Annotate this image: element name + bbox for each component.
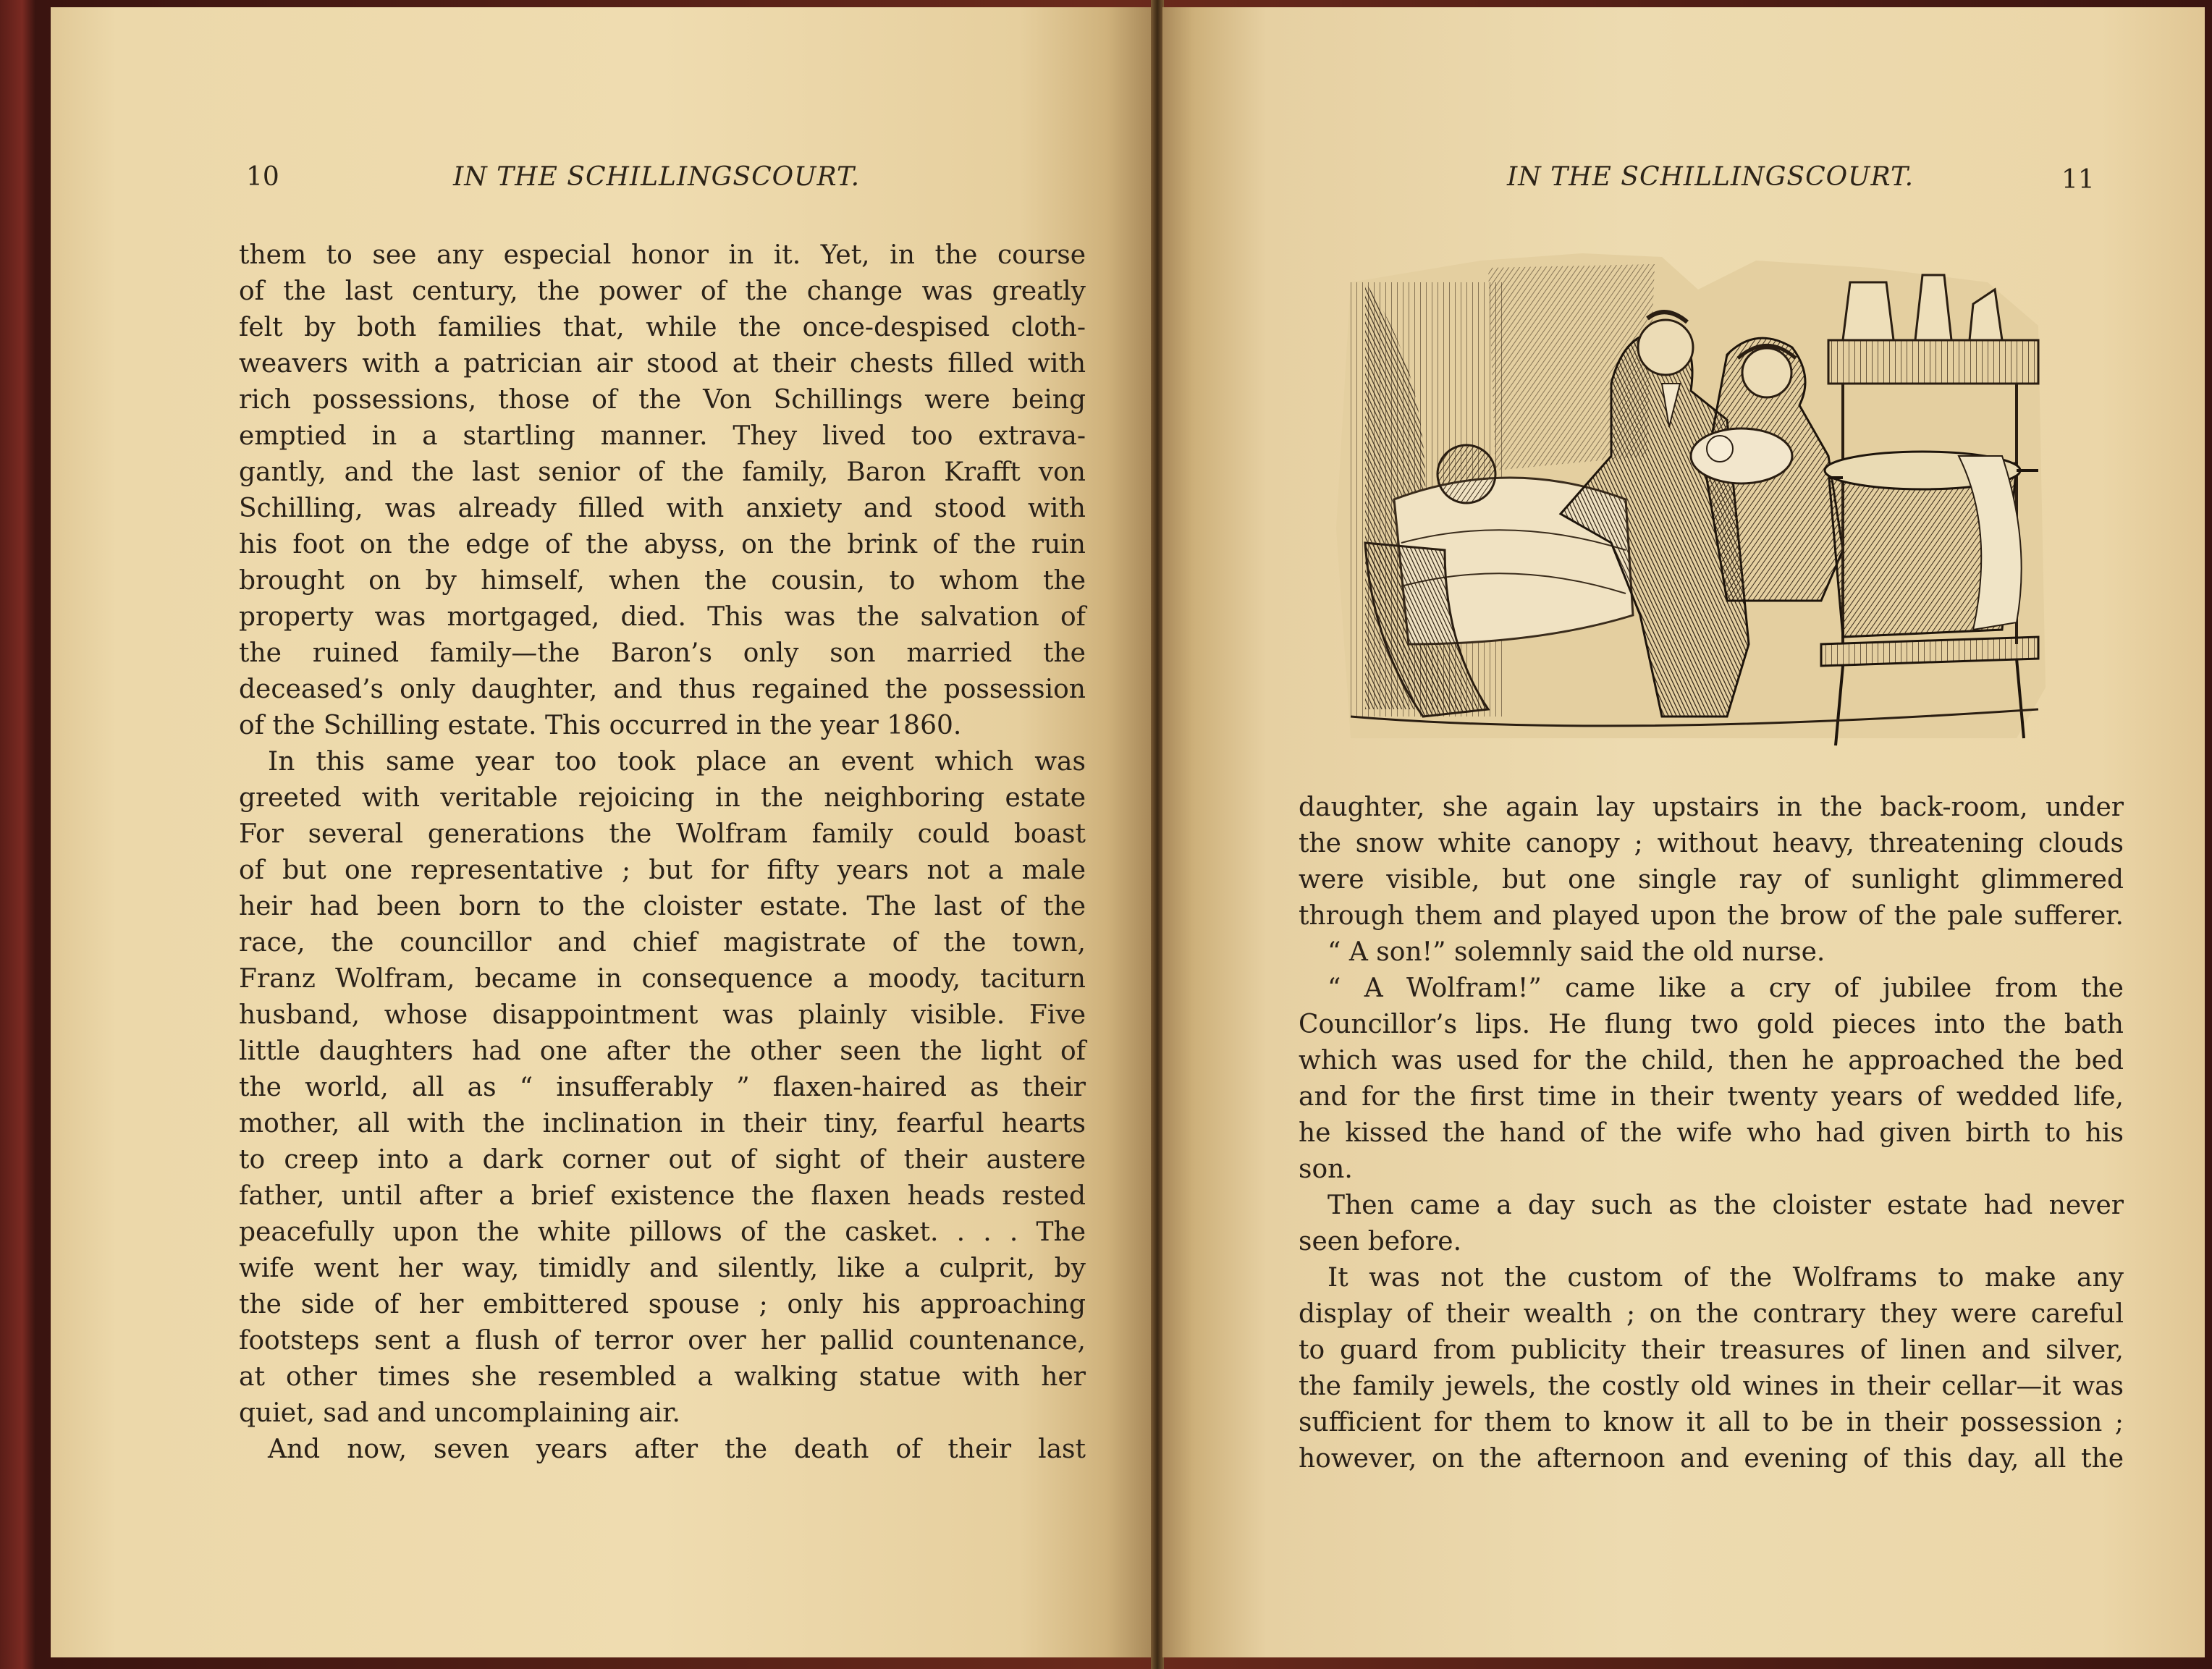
engraving-birth-scene-icon (1322, 239, 2053, 760)
text-line: however, on the afternoon and evening of this day, all the (1299, 1444, 2124, 1474)
text-line: of but one representative ; but for fifty years not a male (239, 855, 1086, 885)
text-line: weavers with a patrician air stood at their chests filled with (239, 349, 1086, 379)
text-line: sufficient for them to know it all to be in their possession ; (1299, 1408, 2124, 1437)
text-line: the snow white canopy ; without heavy, threatening clouds (1299, 829, 2124, 858)
text-line: to guard from publicity their treasures of linen and silver, (1299, 1335, 2124, 1365)
text-line: It was not the custom of the Wolframs to make any (1327, 1263, 2124, 1293)
text-line: the side of her embittered spouse ; only his approaching (239, 1290, 1086, 1319)
text-line: which was used for the child, then he approached the bed (1299, 1046, 2124, 1076)
text-line: Franz Wolfram, became in consequence a moody, taciturn (239, 964, 1086, 994)
text-line: of the Schilling estate. This occurred in the year 1860. (239, 711, 962, 740)
text-line: “ A son!” solemnly said the old nurse. (1327, 937, 1825, 967)
engraving-illustration (1322, 239, 2053, 760)
text-line: Then came a day such as the cloister estate had never (1327, 1191, 2124, 1220)
left-page (51, 7, 1151, 1657)
text-line: the ruined family—the Baron’s only son married the (239, 638, 1086, 668)
text-line: through them and played upon the brow of the pale sufferer. (1299, 901, 2124, 931)
text-line: daughter, she again lay upstairs in the back-room, under (1299, 793, 2124, 822)
text-line: mother, all with the inclination in their tiny, fearful hearts (239, 1109, 1086, 1138)
text-line: the world, all as “ insufferably ” flaxen-haired as their (239, 1073, 1086, 1102)
text-line: the family jewels, the costly old wines in their cellar—it was (1299, 1372, 2124, 1401)
text-line: wife went her way, timidly and silently, like a culprit, by (239, 1254, 1086, 1283)
text-line: husband, whose disappointment was plainly visible. Five (239, 1000, 1086, 1030)
text-line: property was mortgaged, died. This was the salvation of (239, 602, 1086, 632)
text-line: greeted with veritable rejoicing in the neighboring estate (239, 783, 1086, 813)
text-line: little daughters had one after the other seen the light of (239, 1036, 1086, 1066)
text-line: felt by both families that, while the once-despised cloth- (239, 313, 1086, 342)
text-line: brought on by himself, when the cousin, to whom the (239, 566, 1086, 596)
text-line: and for the first time in their twenty years of wedded life, (1299, 1082, 2124, 1112)
page-number-right: 11 (2061, 165, 2095, 195)
text-line: race, the councillor and chief magistrate of the town, (239, 928, 1086, 958)
text-line: For several generations the Wolfram family could boast (239, 819, 1086, 849)
text-line: he kissed the hand of the wife who had given birth to his (1299, 1118, 2124, 1148)
text-line: of the last century, the power of the change was greatly (239, 276, 1086, 306)
text-line: at other times she resembled a walking statue with her (239, 1362, 1086, 1392)
text-line: Councillor’s lips. He flung two gold pieces into the bath (1299, 1010, 2124, 1039)
page-number-left: 10 (246, 162, 279, 192)
text-line: peacefully upon the white pillows of the casket. . . . The (239, 1217, 1086, 1247)
text-line: Schilling, was already filled with anxiety and stood with (239, 494, 1086, 523)
running-head-right: IN THE SCHILLINGSCOURT. (1507, 162, 1915, 192)
text-line: were visible, but one single ray of sunlight glimmered (1299, 865, 2124, 895)
text-line: heir had been born to the cloister estate. The last of the (239, 892, 1086, 921)
text-line: rich possessions, those of the Von Schillings were being (239, 385, 1086, 415)
text-line: his foot on the edge of the abyss, on the brink of the ruin (239, 530, 1086, 559)
text-line: gantly, and the last senior of the family, Baron Krafft von (239, 457, 1086, 487)
right-page (1162, 7, 2205, 1657)
left-body-text (239, 237, 1086, 1468)
text-line: father, until after a brief existence the flaxen heads rested (239, 1181, 1086, 1211)
running-head-left: IN THE SCHILLINGSCOURT. (453, 162, 861, 192)
text-line: deceased’s only daughter, and thus regained the possession (239, 675, 1086, 704)
text-line: footsteps sent a flush of terror over her pallid countenance, (239, 1326, 1086, 1356)
right-body-text (1299, 790, 2124, 1477)
text-line: them to see any especial honor in it. Yet, in the course (239, 240, 1086, 270)
text-line: display of their wealth ; on the contrary they were careful (1299, 1299, 2124, 1329)
text-line: And now, seven years after the death of their last (268, 1435, 1086, 1464)
text-line: seen before. (1299, 1227, 1462, 1256)
text-line: emptied in a startling manner. They lived too extrava- (239, 421, 1086, 451)
text-line: quiet, sad and uncomplaining air. (239, 1398, 680, 1428)
text-line: son. (1299, 1154, 1353, 1184)
text-line: “ A Wolfram!” came like a cry of jubilee from the (1327, 973, 2124, 1003)
text-line: In this same year too took place an event which was (268, 747, 1086, 777)
text-line: to creep into a dark corner out of sight of their austere (239, 1145, 1086, 1175)
